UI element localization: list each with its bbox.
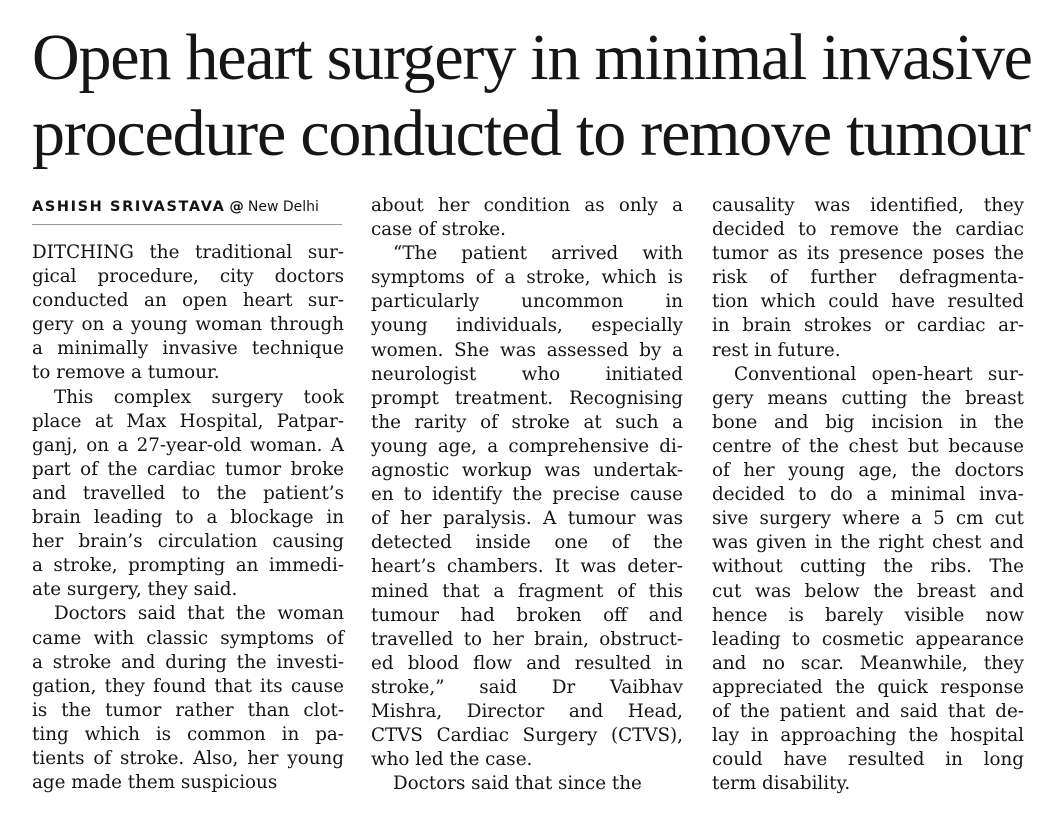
text-line: her brain’s circulation causing [32,531,344,553]
text-line: of her young age, the doctors [712,460,1024,482]
text-line: sive surgery where a 5 cm cut [712,508,1024,530]
text-line: bone and big incision in the [712,411,1024,433]
text-line: gery on a young woman through [32,314,344,336]
text-line: DITCHING the traditional sur- [32,242,344,263]
byline-divider [32,224,342,225]
text-line: and no scar. Meanwhile, they [712,652,1024,674]
text-line: tumor as its presence poses the [712,243,1024,265]
text-line: particularly uncommon in [371,291,683,313]
text-line: agnostic workup was undertak- [371,460,683,482]
headline [32,20,1032,172]
text-line: without cutting the ribs. The [712,556,1024,578]
article-column-1 [32,241,344,795]
text-line: conducted an open heart sur- [32,290,344,312]
text-line: a stroke, prompting an immedi- [32,555,344,577]
text-line: of her paralysis. A tumour was [371,508,683,530]
text-line: detected inside one of the [371,532,683,554]
text-line: heart’s chambers. It was deter- [371,556,683,578]
article-column-2 [371,194,683,796]
text-line: gation, they found that its cause [32,675,344,697]
text-line: brain leading to a blockage in [32,507,344,529]
text-line: a minimally invasive technique [32,338,344,360]
text-line: ate surgery, they said. [32,579,238,601]
text-line: tients of stroke. Also, her young [32,747,344,769]
text-line: could have resulted in long [712,749,1024,771]
text-line: ting which is common in pa- [32,723,344,745]
text-line: and travelled to the patient’s [32,482,344,504]
text-line: symptoms of a stroke, which is [371,267,683,289]
byline-at-sign: @ [229,199,244,215]
article-column-3 [712,194,1024,796]
text-line: rest in future. [712,339,841,361]
byline-author: ASHISH SRIVASTAVA [32,199,226,215]
text-line: a stroke and during the investi- [32,651,344,673]
text-line: CTVS Cardiac Surgery (CTVS), [371,725,683,747]
text-line: of the patient and said that de- [712,700,1024,722]
text-line: Doctors said that since the [393,773,642,795]
headline-line: Open heart surgery in minimal invasive [32,21,1032,94]
text-line: cut was below the breast and [712,580,1024,602]
text-line: about her condition as only a [371,195,683,216]
text-line: travelled to her brain, obstruct- [371,628,683,650]
text-line: the rarity of stroke at such a [371,411,683,433]
text-line: was given in the right chest and [712,532,1024,554]
byline-dateline: New Delhi [247,199,319,215]
text-line: is the tumor rather than clot- [32,699,344,721]
byline [32,199,362,215]
text-line: Mishra, Director and Head, [371,700,683,722]
text-line: neurologist who initiated [371,363,683,385]
text-line: mined that a fragment of this [371,580,683,602]
text-line: causality was identified, they [712,195,1024,216]
text-line: hence is barely visible now [712,604,1024,626]
text-line: risk of further defragmenta- [712,267,1024,289]
text-line: gery means cutting the breast [712,387,1024,409]
text-line: decided to remove the cardiac [712,219,1024,241]
text-line: in brain strokes or cardiac ar- [712,315,1024,337]
text-line: gical procedure, city doctors [32,266,344,288]
text-line: to remove a tumour. [32,362,220,384]
text-line: women. She was assessed by a [371,339,683,361]
text-line: young age, a comprehensive di- [371,435,683,457]
text-line: decided to do a minimal inva- [712,484,1024,506]
text-line: This complex surgery took [54,386,344,408]
text-line: tumour had broken off and [371,604,683,626]
text-line: en to identify the precise cause [371,484,683,506]
text-line: centre of the chest but because [712,435,1024,457]
text-line: Conventional open-heart sur- [734,363,1024,385]
text-line: lay in approaching the hospital [712,725,1024,747]
text-line: part of the cardiac tumor broke [32,458,344,480]
text-line: who led the case. [371,749,533,771]
text-line: ganj, on a 27-year-old woman. A [32,434,344,456]
text-line: ed blood flow and resulted in [371,652,683,674]
text-line: case of stroke. [371,219,506,241]
text-line: leading to cosmetic appearance [712,628,1024,650]
text-line: came with classic symptoms of [32,627,344,649]
text-line: appreciated the quick response [712,676,1024,698]
text-line: tion which could have resulted [712,291,1024,313]
text-line: Doctors said that the woman [54,603,344,625]
text-line: stroke,” said Dr Vaibhav [371,676,683,698]
headline-line: procedure conducted to remove tumour [32,97,1030,170]
text-line: young individuals, especially [371,315,683,337]
text-line: prompt treatment. Recognising [371,387,683,409]
text-line: age made them suspicious [32,772,278,794]
text-line: term disability. [712,773,851,795]
text-line: “The patient arrived with [393,243,683,265]
text-line: place at Max Hospital, Patpar- [32,410,344,432]
